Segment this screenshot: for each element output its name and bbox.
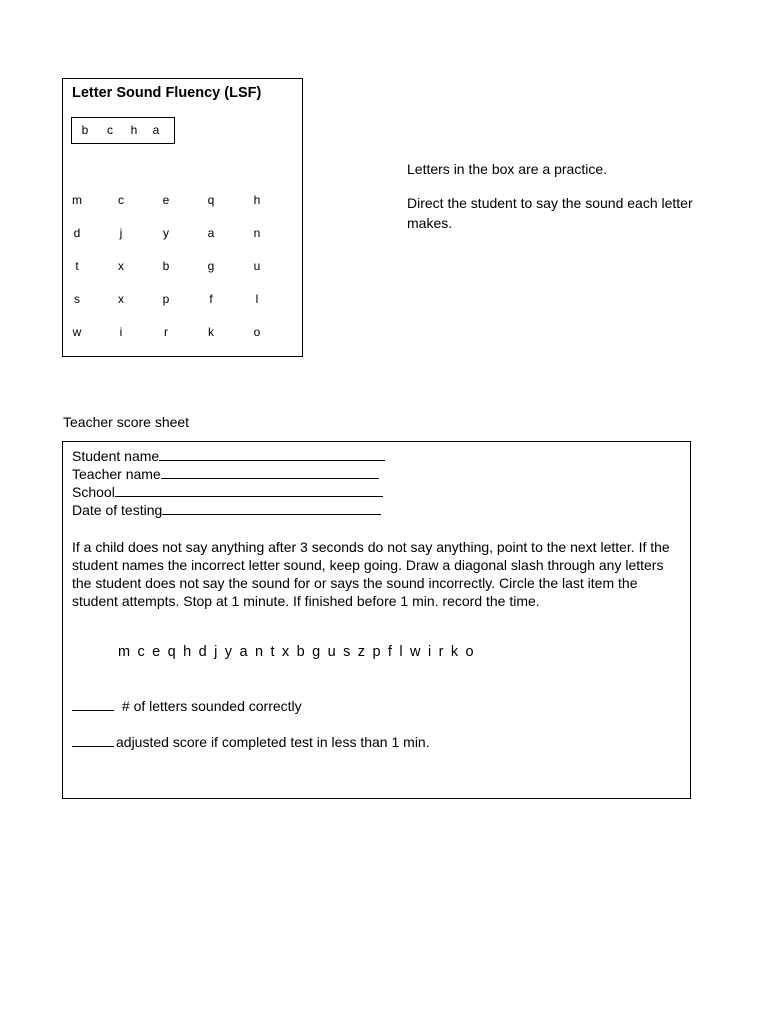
grid-letter: x: [118, 259, 124, 273]
date-of-testing-blank[interactable]: [162, 501, 381, 515]
practice-box: [71, 117, 175, 144]
date-of-testing-label: Date of testing: [72, 502, 163, 518]
practice-letter: b: [81, 123, 89, 137]
grid-letter: m: [72, 193, 82, 207]
grid-letter: f: [209, 292, 213, 306]
grid-letter: x: [118, 292, 124, 306]
school-label: School: [72, 484, 115, 500]
grid-letter: w: [72, 325, 82, 339]
school-field[interactable]: [72, 483, 383, 501]
grid-letter: p: [162, 292, 170, 306]
grid-letter: u: [253, 259, 261, 273]
grid-letter: n: [253, 226, 261, 240]
direct-note: Direct the student to say the sound each letter makes.: [407, 195, 693, 231]
grid-letter: h: [253, 193, 261, 207]
teacher-name-blank[interactable]: [161, 465, 379, 479]
score-sheet-heading: Teacher score sheet: [63, 414, 190, 430]
correct-count-line: [72, 698, 302, 714]
grid-letter: k: [208, 325, 214, 339]
teacher-name-label: Teacher name: [72, 466, 161, 482]
grid-letter: o: [253, 325, 261, 339]
adjusted-score-blank[interactable]: [72, 734, 114, 747]
practice-letter: a: [152, 123, 160, 137]
grid-letter: b: [162, 259, 170, 273]
date-of-testing-field[interactable]: [72, 501, 381, 519]
adjusted-score-line: [72, 734, 430, 750]
lsf-title: Letter Sound Fluency (LSF): [72, 85, 262, 101]
student-name-blank[interactable]: [159, 447, 385, 461]
grid-letter: g: [207, 259, 215, 273]
school-blank[interactable]: [115, 483, 383, 497]
grid-letter: c: [118, 193, 124, 207]
practice-letter: c: [107, 123, 113, 137]
student-name-field[interactable]: [72, 447, 385, 465]
student-name-label: Student name: [72, 448, 160, 464]
correct-count-label: # of letters sounded correctly: [121, 698, 302, 714]
grid-letter: s: [74, 292, 80, 306]
grid-letter: r: [164, 325, 168, 339]
grid-letter: y: [163, 226, 169, 240]
adjusted-score-label: adjusted score if completed test in less than 1 min.: [116, 734, 430, 750]
grid-letter: t: [75, 259, 79, 273]
grid-letter: j: [119, 226, 123, 240]
grid-letter: l: [255, 292, 259, 306]
grid-letter: d: [73, 226, 81, 240]
practice-note: Letters in the box are a practice.: [407, 161, 607, 177]
grid-letter: q: [207, 193, 215, 207]
grid-letter: e: [162, 193, 170, 207]
score-sheet: [62, 441, 691, 799]
grid-letter: i: [119, 325, 123, 339]
lsf-student-card: [62, 78, 303, 357]
grid-letter: a: [207, 226, 215, 240]
letter-sequence: m c e q h d j y a n t x b g u s z p f l w i r k o: [118, 644, 474, 660]
directions-text: If a child does not say anything after 3 seconds do not say anything, point to the next letter. If the student names the incorrect letter sound, keep going. Draw a diagonal slash through any letters the student does not say the sound for or says the sound incorrectly. Circle the last item the student attempts. Stop at 1 minute. If finished before 1 min. record the time.: [72, 539, 670, 609]
teacher-name-field[interactable]: [72, 465, 379, 483]
correct-count-blank[interactable]: [72, 698, 114, 711]
practice-letter: h: [130, 123, 138, 137]
